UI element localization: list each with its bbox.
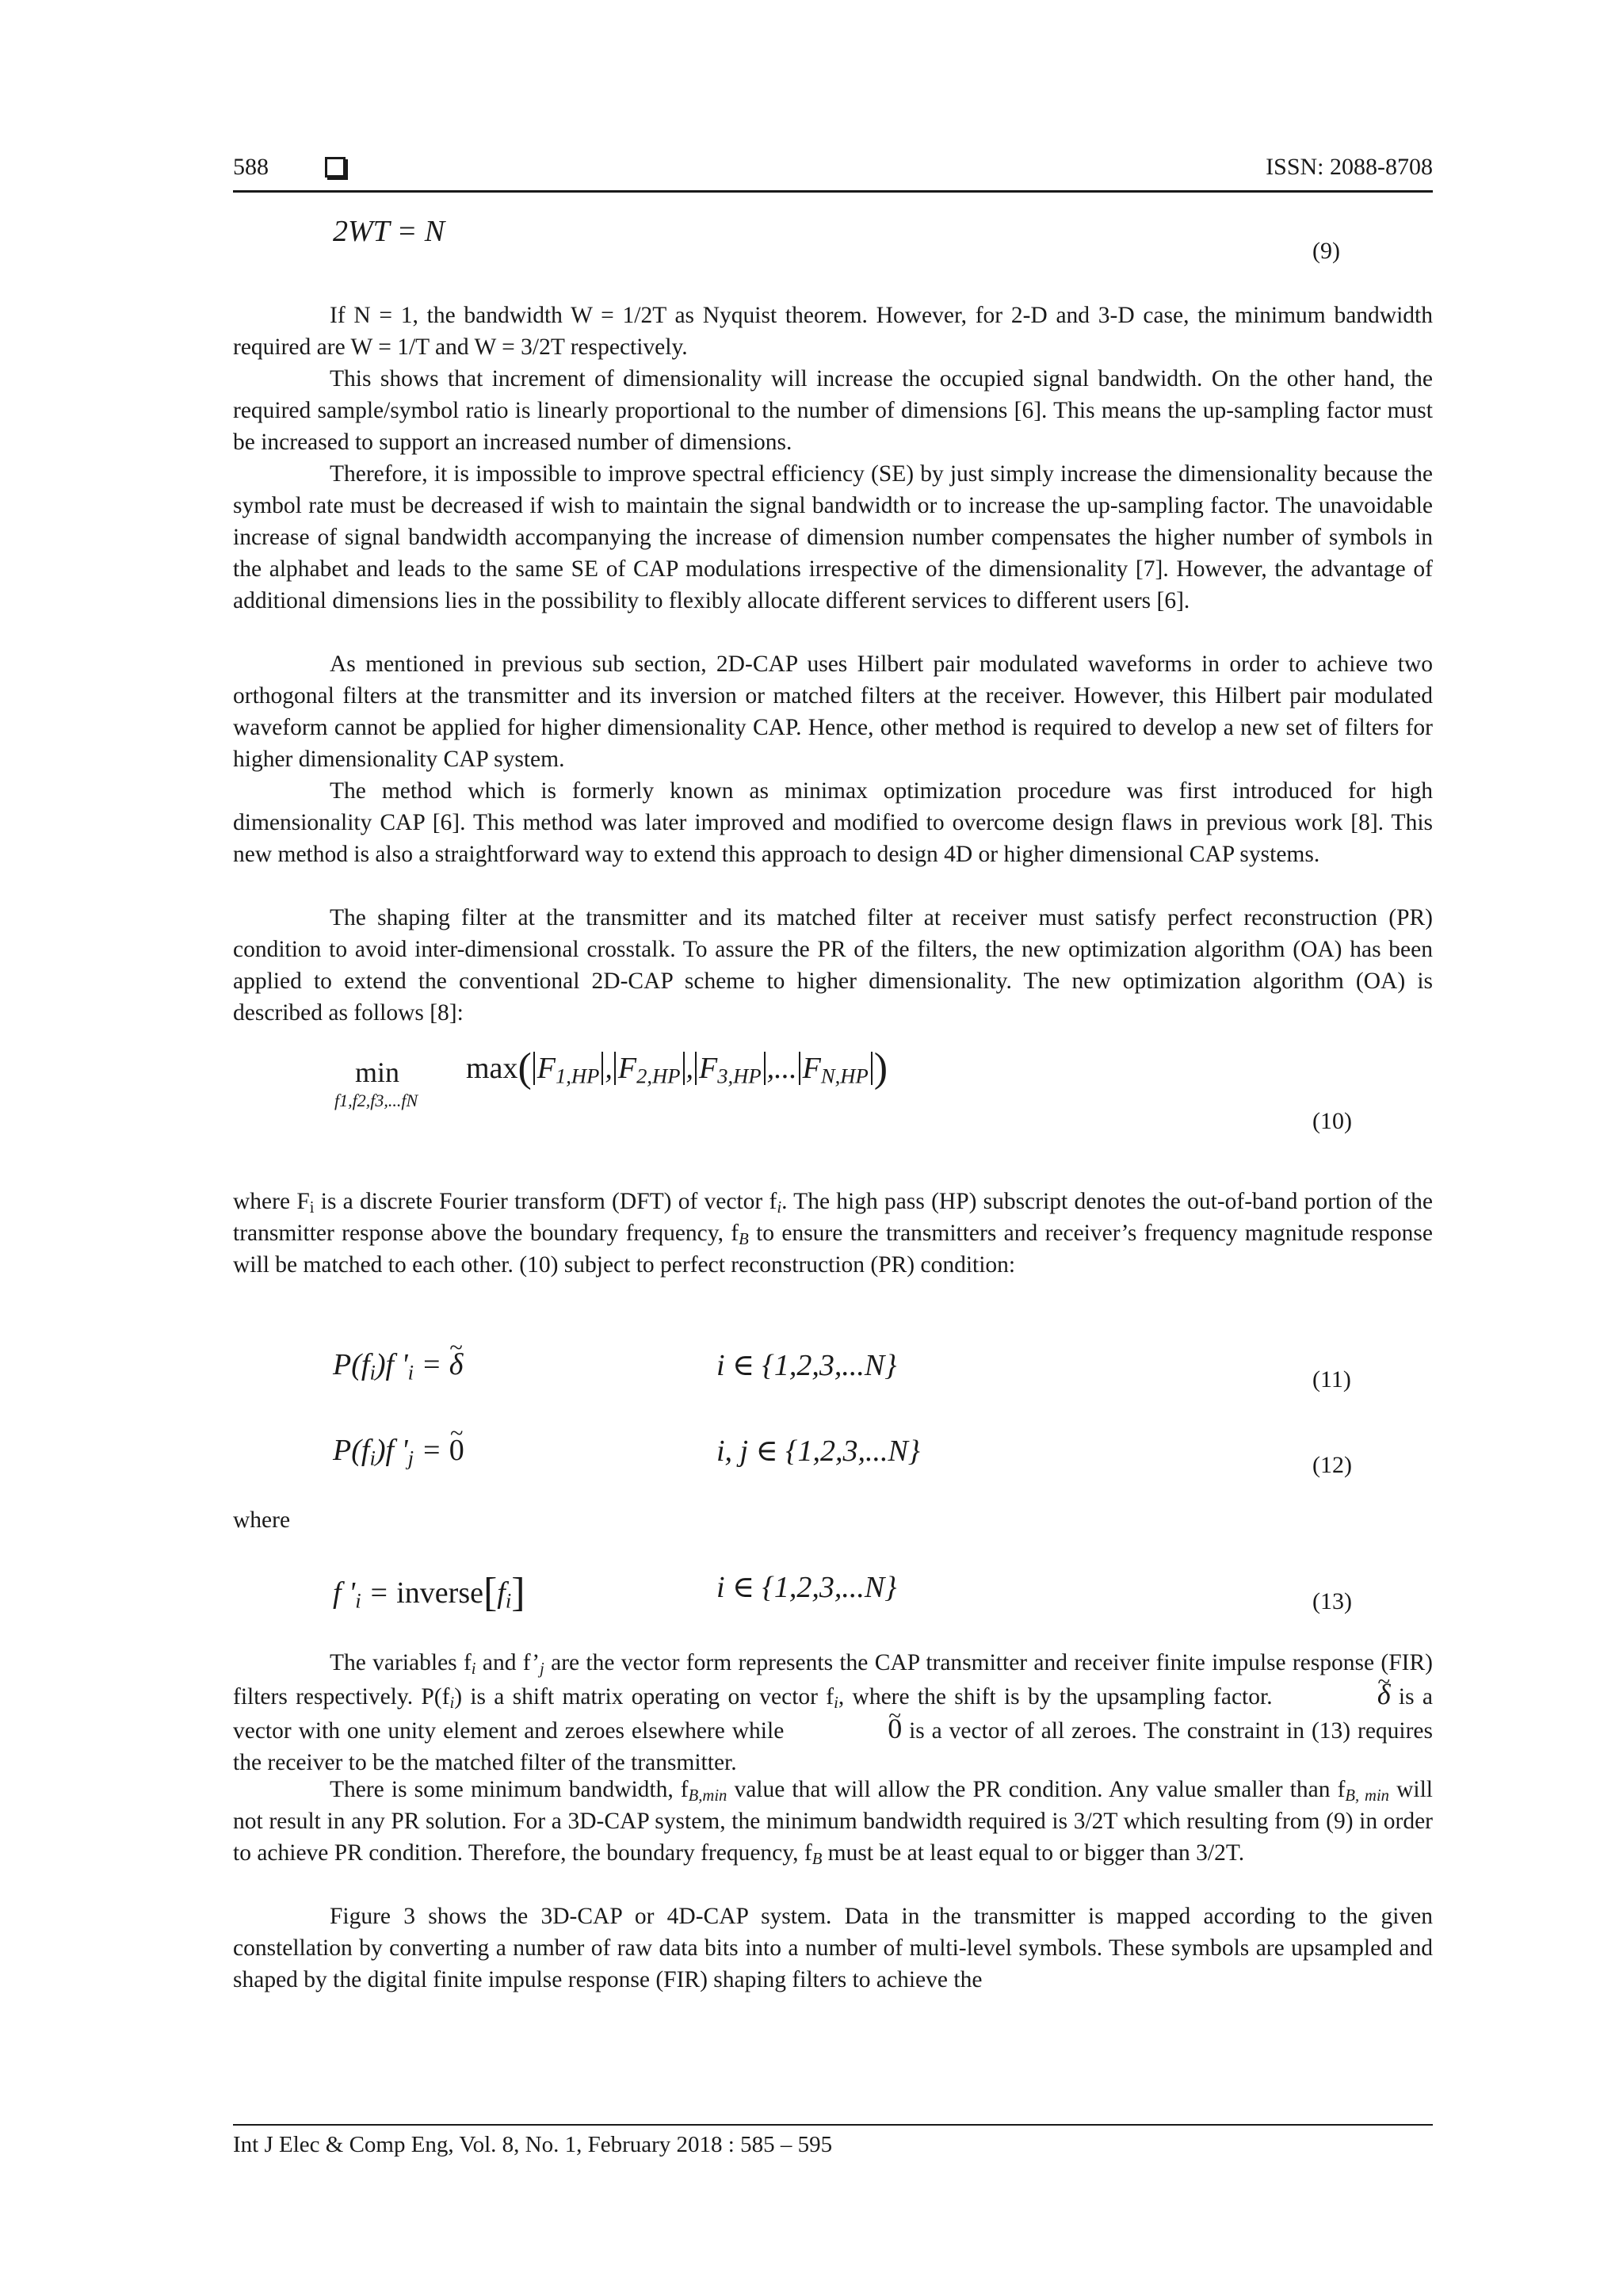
max-expression: max( $F_{1,HP}$ , $F_{2,HP}$ , $F_{3,HP}$ ,... $F_{N,HP}$ ): [466, 1045, 888, 1091]
equation-10-number: (10): [1312, 1108, 1352, 1134]
paragraph-9: There is some minimum bandwidth, $f_{B,min}$ value that will allow the PR condition. Any value smaller than $f_{B, min}$ will not result in any PR solution. For a 3D-CAP system, the minimum bandwidth required is 3/2T which resulting from (9) in order to achieve PR condition. Therefore, the boundary frequency, $f_B$ must be at least equal to or bigger than 3/2T.: [233, 1777, 1433, 1869]
max-operator: max: [466, 1052, 518, 1085]
term-f1-sub: 1,HP: [555, 1064, 600, 1088]
running-header: [233, 154, 1433, 190]
term-fn-sub: N,HP: [820, 1064, 869, 1088]
term-f1: F: [537, 1052, 556, 1085]
equation-11-lhs: $P(f_i)f$ '$_i$ = ~ δ: [333, 1347, 463, 1382]
equation-13-lhs: f '$_i$ = $inverse[f_i]$: [333, 1570, 525, 1615]
footer-rule: [233, 2124, 1433, 2126]
paragraph-7: where $F_i$ is a discrete Fourier transform (DFT) of vector $f_i$. The high pass (HP) subscript denotes the out-of-band portion of the transmitter response above the boundary frequency, $f_B$ to ensure the transmitters and receiver’s frequency magnitude response will be matched to each other. (10) subject to perfect reconstruction (PR) condition:: [233, 1189, 1433, 1278]
header-rule: [233, 190, 1433, 193]
term-fn: F: [802, 1052, 821, 1085]
where-label: where: [233, 1507, 291, 1533]
term-f2-sub: 2,HP: [636, 1064, 681, 1088]
equation-11-condition: i ∈ {1,2,3,...N}: [716, 1349, 897, 1382]
equation-9: 2WT = N: [333, 215, 445, 248]
paragraph-2: This shows that increment of dimensionality will increase the occupied signal bandwidth. On the other hand, the required sample/symbol ratio is linearly proportional to the number of dimensions [6]. This means the up-sampling factor must be increased to support an increased number of dimensions.: [233, 366, 1433, 455]
inverse-word: inverse: [396, 1576, 483, 1610]
equation-12-number: (12): [1312, 1452, 1352, 1478]
equation-11-number: (11): [1312, 1366, 1351, 1392]
paragraph-3: Therefore, it is impossible to improve spectral efficiency (SE) by just simply increase the dimensionality because the symbol rate must be decreased if wish to maintain the signal bandwidth or to increase the up-sampling factor. The unavoidable increase of signal bandwidth accompanying the increase of dimension number compensates the higher number of symbols in the alphabet and leads to the same SE of CAP modulations irrespective of the dimensionality [7]. However, the advantage of additional dimensions lies in the possibility to flexibly allocate different services to different users [6].: [233, 461, 1433, 613]
term-f2: F: [617, 1052, 637, 1085]
min-operator: min: [355, 1056, 400, 1088]
equation-9-number: (9): [1312, 238, 1340, 264]
paragraph-8: The variables $f_i$ and $f’_j$ are the vector form represents the CAP transmitter and receiver finite impulse response (FIR) filters respectively. $P(f_i)$ is a shift matrix operating on vector $f_i$, where the shift is by the upsampling factor. ~ δ is a vector with one unity element and zeroes elsewhere while ~ 0 is a vector of all zeroes. The constraint in (13) requires the receiver to be the matched filter of the transmitter.: [233, 1647, 1433, 1778]
equation-13-condition: i ∈ {1,2,3,...N}: [716, 1571, 897, 1604]
footer-citation: Int J Elec & Comp Eng, Vol. 8, No. 1, February 2018 : 585 – 595: [233, 2132, 833, 2157]
paragraph-6: The shaping filter at the transmitter and its matched filter at receiver must satisfy perfect reconstruction (PR) condition to avoid inter-dimensional crosstalk. To assure the PR of the filters, the new optimization algorithm (OA) has been applied to extend the conventional 2D-CAP scheme to higher dimensionality. The new optimization algorithm (OA) is described as follows [8]:: [233, 905, 1433, 1026]
square-bullet-icon: [325, 157, 346, 178]
term-f3: F: [699, 1052, 718, 1085]
delta-tilde-symbol: ~ δ: [1281, 1679, 1391, 1710]
min-subscript: f1,f2,f3,...fN: [334, 1091, 418, 1110]
equation-13-number: (13): [1312, 1588, 1352, 1614]
paragraph-5: The method which is formerly known as minimax optimization procedure was first introduced for high dimensionality CAP [6]. This method was later improved and modified to overcome design flaws in previous work [8]. This new method is also a straightforward way to extend this approach to design 4D or higher dimensional CAP systems.: [233, 778, 1433, 867]
paragraph-4: As mentioned in previous sub section, 2D-CAP uses Hilbert pair modulated waveforms in order to achieve two orthogonal filters at the transmitter and its inversion or matched filters at the receiver. However, this Hilbert pair modulated waveform cannot be applied for higher dimensionality CAP. Hence, other method is required to develop a new set of filters for higher dimensionality CAP system.: [233, 651, 1433, 772]
paragraph-10: Figure 3 shows the 3D-CAP or 4D-CAP system. Data in the transmitter is mapped according to the given constellation by converting a number of raw data bits into a number of multi-level symbols. These symbols are upsampled and shaped by the digital finite impulse response (FIR) shaping filters to achieve the: [233, 1904, 1433, 1992]
equation-12-condition: i, j ∈ {1,2,3,...N}: [716, 1435, 920, 1468]
issn-label: ISSN: 2088-8708: [1266, 154, 1433, 180]
equation-12-lhs: $P(f_i)f$ '$_j$ = ~ 0: [333, 1433, 464, 1468]
paragraph-1: If N = 1, the bandwidth W = 1/2T as Nyquist theorem. However, for 2-D and 3-D case, the minimum bandwidth required are W = 1/T and W = 3/2T respectively.: [233, 303, 1433, 360]
term-f3-sub: 3,HP: [717, 1064, 762, 1088]
zero-tilde-symbol: ~ 0: [791, 1713, 902, 1744]
page-number: 588: [233, 154, 269, 180]
